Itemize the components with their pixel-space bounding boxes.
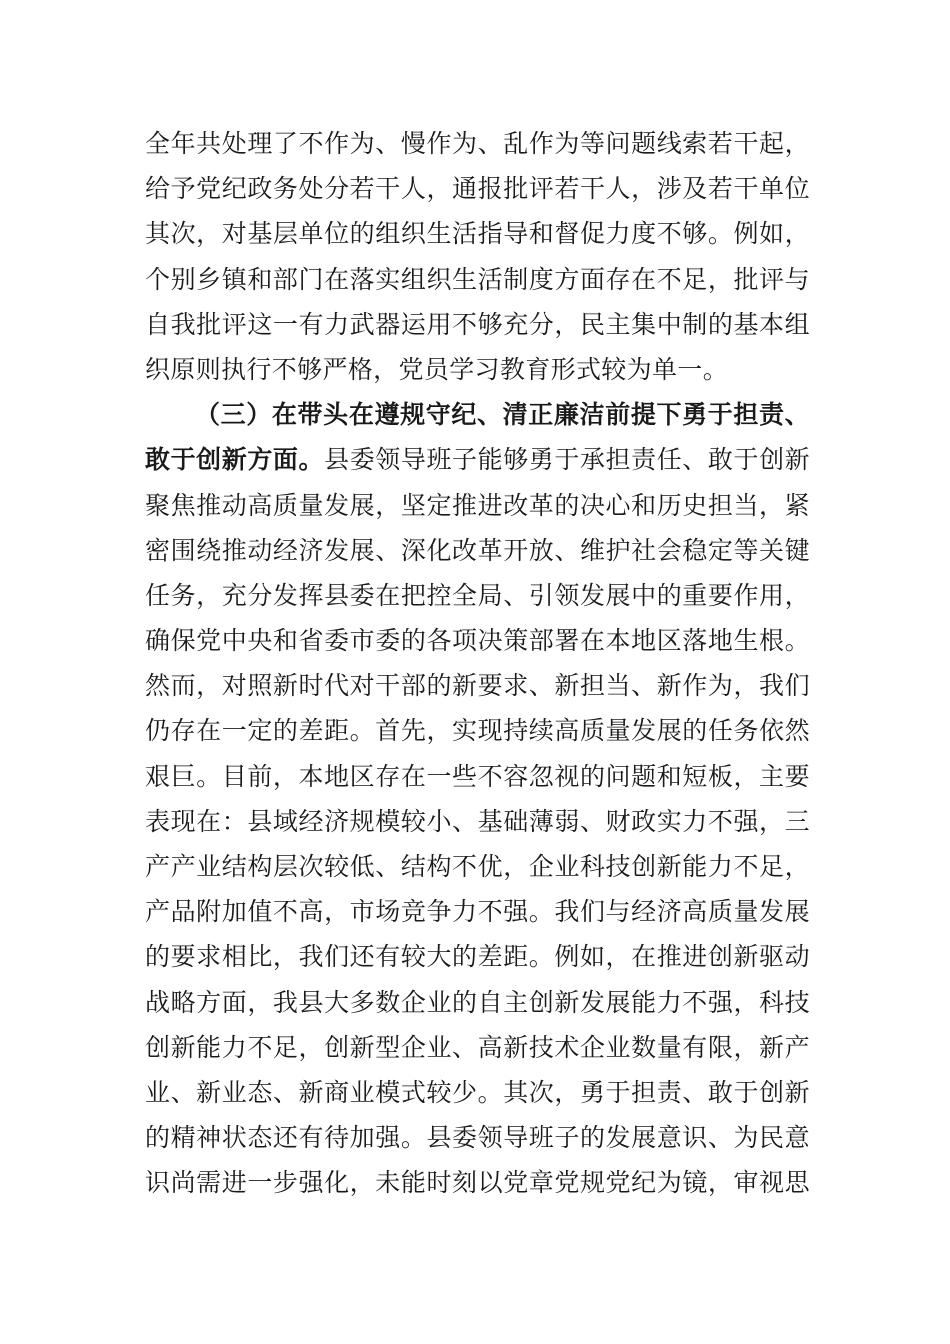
document-body (145, 121, 810, 1206)
section-heading (145, 392, 810, 437)
section-heading-tail: 敢于创新方面。 (145, 445, 325, 475)
text-line: 然而，对照新时代对干部的新要求、新担当、新作为，我们 (145, 671, 810, 701)
text-line: 业、新业态、新商业模式较少。其次，勇于担责、敢于创新 (145, 1077, 810, 1107)
text-line: 全年共处理了不作为、慢作为、乱作为等问题线索若干起， (145, 129, 810, 158)
text-line: 艰巨。目前，本地区存在一些不容忽视的问题和短板，主要 (145, 761, 810, 791)
text-line: 战略方面，我县大多数企业的自主创新发展能力不强，科技 (145, 987, 810, 1017)
text-line: 给予党纪政务处分若干人，通报批评若干人，涉及若干单位 (145, 174, 810, 204)
text-line: 其次，对基层单位的组织生活指导和督促力度不够。例如， (145, 219, 810, 249)
text-line: 自我批评这一有力武器运用不够充分，民主集中制的基本组 (145, 309, 810, 339)
text-line: 识尚需进一步强化，未能时刻以党章党规党纪为镜，审视思 (145, 1168, 810, 1198)
text-line: 的精神状态还有待加强。县委领导班子的发展意识、为民意 (145, 1123, 810, 1153)
text-line: 确保党中央和省委市委的各项决策部署在本地区落地生根。 (145, 626, 810, 656)
text-line: 聚焦推动高质量发展，坚定推进改革的决心和历史担当，紧 (145, 490, 810, 520)
text-line: 个别乡镇和部门在落实组织生活制度方面存在不足，批评与 (145, 264, 810, 294)
text-line: 产产业结构层次较低、结构不优，企业科技创新能力不足， (145, 852, 810, 881)
text-line: 密围绕推动经济发展、深化改革开放、维护社会稳定等关键 (145, 535, 810, 565)
text-line: 任务，充分发挥县委在把控全局、引领发展中的重要作用， (145, 580, 810, 610)
section-heading-text: （三）在带头在遵规守纪、清正廉洁前提下勇于担责、 (195, 400, 810, 430)
text-line: 仍存在一定的差距。首先，实现持续高质量发展的任务依然 (145, 716, 810, 746)
text-line: 敢于创新方面。县委领导班子能够勇于承担责任、敢于创新 (145, 445, 810, 475)
text-line: 表现在：县域经济规模较小、基础薄弱、财政实力不强，三 (145, 806, 810, 836)
text-line: 创新能力不足，创新型企业、高新技术企业数量有限，新产 (145, 1032, 810, 1062)
text-line: 的要求相比，我们还有较大的差距。例如，在推进创新驱动 (145, 942, 810, 972)
text-line: 产品附加值不高，市场竞争力不强。我们与经济高质量发展 (145, 897, 810, 927)
text-line: 织原则执行不够严格，党员学习教育形式较为单一。 (145, 354, 729, 384)
